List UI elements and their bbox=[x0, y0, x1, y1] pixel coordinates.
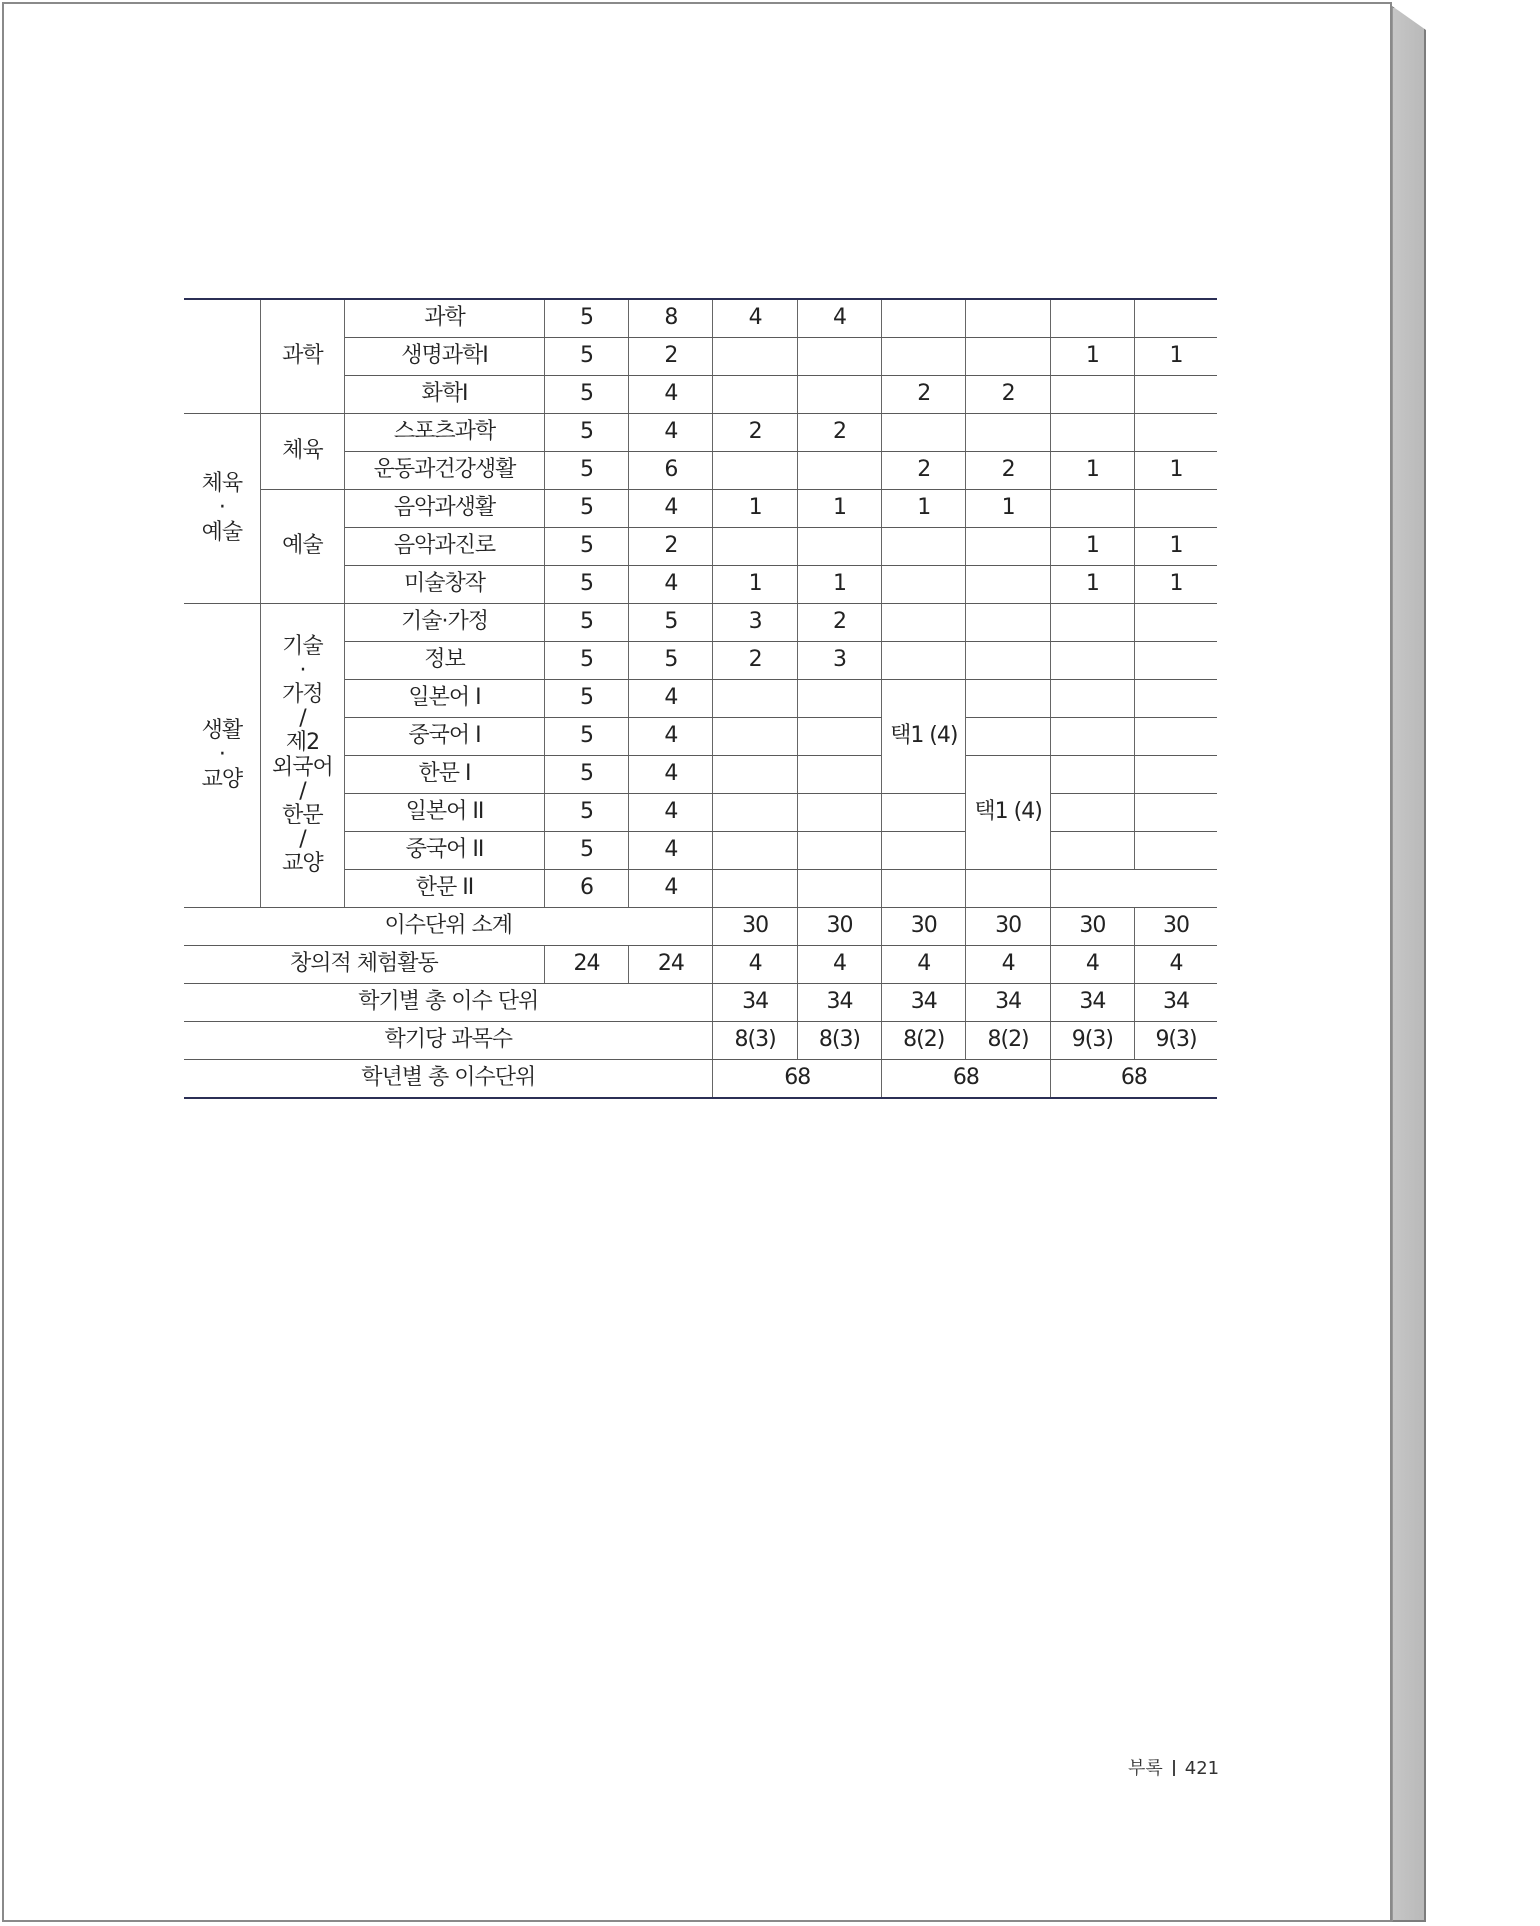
semester-cell: 1 bbox=[797, 566, 881, 604]
semester-cell bbox=[797, 718, 881, 756]
semester-cell bbox=[882, 338, 966, 376]
semester-cell bbox=[797, 756, 881, 794]
page-number: 421 bbox=[1184, 1758, 1220, 1779]
base-units-cell: 5 bbox=[544, 756, 628, 794]
semester-cell bbox=[966, 338, 1050, 376]
base-units-cell: 5 bbox=[544, 338, 628, 376]
subject-cell: 미술창작 bbox=[345, 566, 545, 604]
base-units-cell: 5 bbox=[544, 718, 628, 756]
semester-cell: 4 bbox=[713, 299, 797, 338]
semester-cell bbox=[882, 566, 966, 604]
semester-cell bbox=[1050, 870, 1134, 908]
page-footer bbox=[1128, 1754, 1219, 1780]
semester-cell: 1 bbox=[1135, 528, 1217, 566]
semester-cell bbox=[797, 452, 881, 490]
semester-cell bbox=[1050, 414, 1134, 452]
summary-value: 8(2) bbox=[882, 1022, 966, 1060]
subject-cell: 일본어 II bbox=[345, 794, 545, 832]
semester-cell bbox=[713, 376, 797, 414]
elective-choice-cell: 택1 (4) bbox=[966, 756, 1050, 870]
group-cell bbox=[184, 299, 260, 414]
subject-cell: 한문 II bbox=[345, 870, 545, 908]
semester-cell: 2 bbox=[882, 376, 966, 414]
summary-value: 4 bbox=[713, 946, 797, 984]
semester-cell: 4 bbox=[797, 299, 881, 338]
summary-value: 30 bbox=[966, 908, 1050, 946]
semester-cell: 1 bbox=[1050, 338, 1134, 376]
subject-cell: 생명과학I bbox=[345, 338, 545, 376]
subject-cell: 음악과생활 bbox=[345, 490, 545, 528]
semester-cell bbox=[1050, 756, 1134, 794]
semester-cell bbox=[966, 299, 1050, 338]
semester-cell: 1 bbox=[797, 490, 881, 528]
semester-cell bbox=[1135, 718, 1217, 756]
units-cell: 4 bbox=[629, 490, 713, 528]
curriculum-table bbox=[184, 298, 1217, 1099]
summary-value: 4 bbox=[1135, 946, 1217, 984]
semester-cell: 1 bbox=[1050, 452, 1134, 490]
creative-activity-row bbox=[184, 946, 1217, 984]
units-cell: 4 bbox=[629, 566, 713, 604]
summary-value: 30 bbox=[1135, 908, 1217, 946]
subject-cell: 화학I bbox=[345, 376, 545, 414]
base-units-cell: 5 bbox=[544, 299, 628, 338]
semester-cell bbox=[966, 528, 1050, 566]
subject-cell: 일본어 I bbox=[345, 680, 545, 718]
semester-cell: 1 bbox=[1135, 452, 1217, 490]
base-units-cell: 5 bbox=[544, 490, 628, 528]
semester-cell bbox=[1135, 794, 1217, 832]
subgroup-cell: 과학 bbox=[260, 299, 344, 414]
semester-cell bbox=[1135, 680, 1217, 718]
year-total-row bbox=[184, 1060, 1217, 1099]
summary-value: 68 bbox=[882, 1060, 1051, 1099]
semester-cell bbox=[1135, 414, 1217, 452]
semester-cell: 1 bbox=[1135, 566, 1217, 604]
semester-cell: 1 bbox=[1135, 338, 1217, 376]
base-units-cell: 6 bbox=[544, 870, 628, 908]
semester-cell bbox=[1050, 832, 1134, 870]
semester-cell: 1 bbox=[882, 490, 966, 528]
semester-cell bbox=[1050, 718, 1134, 756]
summary-value: 8(3) bbox=[797, 1022, 881, 1060]
units-cell: 4 bbox=[629, 870, 713, 908]
semester-cell: 1 bbox=[713, 566, 797, 604]
subject-cell: 스포츠과학 bbox=[345, 414, 545, 452]
subgroup-cell: 기술 · 가정 / 제2 외국어 / 한문 / 교양 bbox=[260, 604, 344, 908]
units-cell: 4 bbox=[629, 794, 713, 832]
semester-cell bbox=[966, 604, 1050, 642]
semester-cell: 2 bbox=[713, 414, 797, 452]
subject-cell: 중국어 II bbox=[345, 832, 545, 870]
semester-cell bbox=[1135, 604, 1217, 642]
units-cell: 4 bbox=[629, 718, 713, 756]
summary-label: 이수단위 소계 bbox=[184, 908, 713, 946]
summary-value: 34 bbox=[713, 984, 797, 1022]
summary-value: 4 bbox=[966, 946, 1050, 984]
semester-cell: 2 bbox=[797, 604, 881, 642]
base-units-cell: 5 bbox=[544, 414, 628, 452]
semester-cell bbox=[1135, 299, 1217, 338]
footer-divider bbox=[1173, 1760, 1175, 1776]
units-cell: 24 bbox=[629, 946, 713, 984]
semester-total-row bbox=[184, 984, 1217, 1022]
subject-cell: 음악과진로 bbox=[345, 528, 545, 566]
summary-value: 34 bbox=[1050, 984, 1134, 1022]
subgroup-cell: 예술 bbox=[260, 490, 344, 604]
table-row bbox=[184, 490, 1217, 528]
semester-cell bbox=[882, 870, 966, 908]
base-units-cell: 5 bbox=[544, 680, 628, 718]
units-cell: 2 bbox=[629, 338, 713, 376]
semester-cell bbox=[1135, 490, 1217, 528]
semester-cell bbox=[1050, 604, 1134, 642]
base-units-cell: 5 bbox=[544, 376, 628, 414]
summary-value: 4 bbox=[882, 946, 966, 984]
semester-cell bbox=[713, 870, 797, 908]
semester-cell bbox=[1050, 376, 1134, 414]
semester-cell bbox=[1050, 299, 1134, 338]
semester-cell bbox=[797, 376, 881, 414]
semester-cell bbox=[713, 794, 797, 832]
semester-cell bbox=[1135, 642, 1217, 680]
semester-cell bbox=[882, 604, 966, 642]
subgroup-cell: 체육 bbox=[260, 414, 344, 490]
semester-cell bbox=[882, 528, 966, 566]
summary-value: 34 bbox=[797, 984, 881, 1022]
semester-cell bbox=[1050, 642, 1134, 680]
base-units-cell: 5 bbox=[544, 604, 628, 642]
units-cell: 8 bbox=[629, 299, 713, 338]
subject-cell: 운동과건강생활 bbox=[345, 452, 545, 490]
summary-value: 68 bbox=[713, 1060, 882, 1099]
table-row bbox=[184, 299, 1217, 338]
semester-cell: 1 bbox=[1050, 566, 1134, 604]
semester-cell bbox=[882, 414, 966, 452]
semester-cell bbox=[713, 756, 797, 794]
semester-cell bbox=[1050, 680, 1134, 718]
units-cell: 2 bbox=[629, 528, 713, 566]
units-cell: 4 bbox=[629, 832, 713, 870]
base-units-cell: 5 bbox=[544, 832, 628, 870]
summary-value: 9(3) bbox=[1135, 1022, 1217, 1060]
semester-cell bbox=[882, 299, 966, 338]
base-units-cell: 5 bbox=[544, 642, 628, 680]
semester-cell: 2 bbox=[882, 452, 966, 490]
group-cell: 체육 · 예술 bbox=[184, 414, 260, 604]
semester-cell bbox=[966, 414, 1050, 452]
semester-cell: 3 bbox=[797, 642, 881, 680]
semester-cell: 1 bbox=[713, 490, 797, 528]
elective-choice-cell: 택1 (4) bbox=[882, 680, 966, 794]
semester-cell bbox=[1050, 794, 1134, 832]
units-cell: 6 bbox=[629, 452, 713, 490]
subject-cell: 과학 bbox=[345, 299, 545, 338]
semester-cell bbox=[966, 566, 1050, 604]
summary-label: 창의적 체험활동 bbox=[184, 946, 544, 984]
semester-cell bbox=[797, 680, 881, 718]
units-cell: 5 bbox=[629, 604, 713, 642]
semester-cell bbox=[713, 680, 797, 718]
summary-value: 34 bbox=[1135, 984, 1217, 1022]
semester-cell bbox=[882, 794, 966, 832]
group-cell: 생활 · 교양 bbox=[184, 604, 260, 908]
base-units-cell: 24 bbox=[544, 946, 628, 984]
semester-cell bbox=[797, 832, 881, 870]
semester-cell bbox=[797, 528, 881, 566]
subject-count-row bbox=[184, 1022, 1217, 1060]
units-cell: 4 bbox=[629, 756, 713, 794]
summary-label: 학기당 과목수 bbox=[184, 1022, 713, 1060]
semester-cell bbox=[713, 718, 797, 756]
summary-value: 34 bbox=[966, 984, 1050, 1022]
semester-cell: 2 bbox=[713, 642, 797, 680]
semester-cell bbox=[966, 680, 1050, 718]
base-units-cell: 5 bbox=[544, 794, 628, 832]
summary-value: 4 bbox=[797, 946, 881, 984]
semester-cell bbox=[1050, 490, 1134, 528]
semester-cell bbox=[713, 452, 797, 490]
summary-value: 30 bbox=[797, 908, 881, 946]
summary-value: 8(2) bbox=[966, 1022, 1050, 1060]
semester-cell bbox=[966, 718, 1050, 756]
summary-value: 30 bbox=[713, 908, 797, 946]
semester-cell: 2 bbox=[797, 414, 881, 452]
semester-cell bbox=[966, 642, 1050, 680]
subject-cell: 한문 I bbox=[345, 756, 545, 794]
semester-cell: 3 bbox=[713, 604, 797, 642]
summary-label: 학기별 총 이수 단위 bbox=[184, 984, 713, 1022]
base-units-cell: 5 bbox=[544, 566, 628, 604]
semester-cell: 2 bbox=[966, 376, 1050, 414]
semester-cell bbox=[713, 338, 797, 376]
page-edge bbox=[1392, 6, 1426, 1922]
semester-cell bbox=[1135, 832, 1217, 870]
units-cell: 4 bbox=[629, 414, 713, 452]
units-cell: 4 bbox=[629, 376, 713, 414]
subject-cell: 기술·가정 bbox=[345, 604, 545, 642]
semester-cell bbox=[1135, 756, 1217, 794]
semester-cell bbox=[713, 832, 797, 870]
summary-value: 9(3) bbox=[1050, 1022, 1134, 1060]
semester-cell bbox=[882, 832, 966, 870]
summary-value: 30 bbox=[1050, 908, 1134, 946]
summary-value: 34 bbox=[882, 984, 966, 1022]
semester-cell: 1 bbox=[1050, 528, 1134, 566]
semester-cell bbox=[1135, 376, 1217, 414]
semester-cell bbox=[966, 870, 1050, 908]
summary-value: 30 bbox=[882, 908, 966, 946]
summary-label: 학년별 총 이수단위 bbox=[184, 1060, 713, 1099]
semester-cell bbox=[882, 642, 966, 680]
summary-value: 68 bbox=[1050, 1060, 1217, 1099]
units-cell: 5 bbox=[629, 642, 713, 680]
semester-cell bbox=[797, 870, 881, 908]
subject-cell: 정보 bbox=[345, 642, 545, 680]
base-units-cell: 5 bbox=[544, 452, 628, 490]
semester-cell bbox=[713, 528, 797, 566]
subject-cell: 중국어 I bbox=[345, 718, 545, 756]
units-cell: 4 bbox=[629, 680, 713, 718]
subtotal-row bbox=[184, 908, 1217, 946]
semester-cell bbox=[797, 794, 881, 832]
semester-cell: 1 bbox=[966, 490, 1050, 528]
footer-section: 부록 bbox=[1128, 1758, 1163, 1779]
table-row bbox=[184, 604, 1217, 642]
semester-cell: 2 bbox=[966, 452, 1050, 490]
summary-value: 4 bbox=[1050, 946, 1134, 984]
semester-cell bbox=[797, 338, 881, 376]
table-row bbox=[184, 414, 1217, 452]
base-units-cell: 5 bbox=[544, 528, 628, 566]
summary-value: 8(3) bbox=[713, 1022, 797, 1060]
